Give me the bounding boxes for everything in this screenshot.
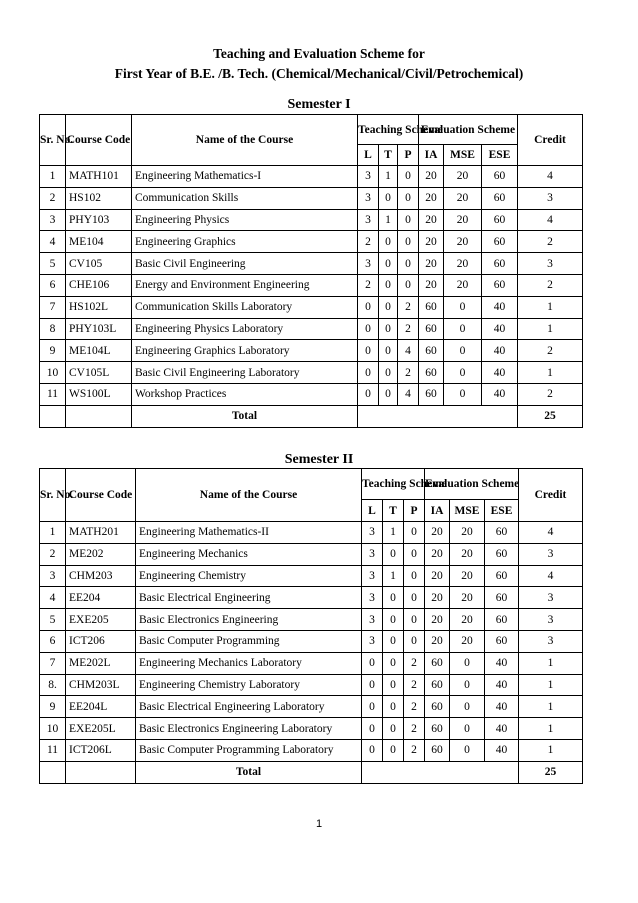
t-cell: 0 [383, 630, 404, 652]
ese-cell: 40 [482, 340, 518, 362]
l-cell: 3 [362, 609, 383, 631]
ia-cell: 60 [419, 296, 444, 318]
p-cell: 2 [398, 362, 419, 384]
course-code-cell: PHY103 [66, 209, 132, 231]
ese-cell: 40 [485, 652, 519, 674]
p-cell: 0 [398, 253, 419, 275]
sr-cell: 11 [40, 383, 66, 405]
credit-cell: 4 [519, 522, 583, 544]
t-cell: 0 [383, 674, 404, 696]
credit-cell: 3 [518, 187, 583, 209]
t-cell: 0 [379, 187, 398, 209]
l-cell: 0 [358, 296, 379, 318]
course-code-cell: HS102 [66, 187, 132, 209]
col-course-name: Name of the Course [132, 115, 358, 166]
p-cell: 0 [398, 166, 419, 188]
ia-cell: 20 [419, 209, 444, 231]
document-subtitle: First Year of B.E. /B. Tech. (Chemical/Mechanical/Civil/Petrochemical) [114, 66, 524, 81]
ese-cell: 60 [485, 587, 519, 609]
table-row [40, 674, 583, 696]
ia-cell: 20 [419, 187, 444, 209]
ia-cell: 20 [425, 609, 450, 631]
ia-cell: 20 [425, 630, 450, 652]
ia-cell: 60 [425, 674, 450, 696]
l-cell: 0 [362, 718, 383, 740]
credit-cell: 1 [519, 674, 583, 696]
l-cell: 0 [362, 696, 383, 718]
course-name-cell: Communication Skills [132, 187, 358, 209]
total-empty-sr [40, 405, 66, 427]
mse-cell: 0 [450, 674, 485, 696]
sr-cell: 7 [40, 296, 66, 318]
mse-cell: 0 [444, 383, 482, 405]
course-name-cell: Energy and Environment Engineering [132, 274, 358, 296]
ia-cell: 20 [425, 522, 450, 544]
mse-cell: 0 [450, 696, 485, 718]
credit-cell: 1 [518, 296, 583, 318]
semester-1-title: Semester I [287, 97, 351, 112]
credit-cell: 2 [518, 383, 583, 405]
credit-cell: 4 [519, 565, 583, 587]
col-p: P [404, 500, 425, 522]
mse-cell: 0 [450, 652, 485, 674]
course-name-cell: Workshop Practices [132, 383, 358, 405]
sr-cell: 2 [40, 543, 66, 565]
credit-cell: 3 [519, 587, 583, 609]
p-cell: 2 [404, 739, 425, 761]
credit-cell: 1 [518, 318, 583, 340]
ia-cell: 60 [419, 318, 444, 340]
ia-cell: 60 [419, 340, 444, 362]
p-cell: 2 [398, 318, 419, 340]
course-code-cell: WS100L [66, 383, 132, 405]
ese-cell: 40 [482, 318, 518, 340]
col-ia: IA [419, 145, 444, 166]
course-code-cell: ME104 [66, 231, 132, 253]
table-row [40, 253, 583, 275]
col-l: L [362, 500, 383, 522]
col-teaching-scheme: Teaching Scheme [362, 469, 425, 500]
table-row [40, 543, 583, 565]
l-cell: 0 [358, 340, 379, 362]
ese-cell: 40 [482, 383, 518, 405]
col-t: T [383, 500, 404, 522]
sr-cell: 6 [40, 630, 66, 652]
col-sr-no: Sr. No. [40, 469, 66, 522]
col-course-name: Name of the Course [136, 469, 362, 522]
sr-cell: 2 [40, 187, 66, 209]
course-name-cell: Engineering Mechanics [136, 543, 362, 565]
sr-cell: 8. [40, 674, 66, 696]
l-cell: 0 [358, 318, 379, 340]
t-cell: 1 [379, 166, 398, 188]
credit-cell: 4 [518, 209, 583, 231]
sr-cell: 10 [40, 718, 66, 740]
course-code-cell: CHE106 [66, 274, 132, 296]
course-name-cell: Engineering Chemistry [136, 565, 362, 587]
course-code-cell: ICT206L [66, 739, 136, 761]
col-mse: MSE [444, 145, 482, 166]
sr-cell: 4 [40, 587, 66, 609]
semester-2-table [39, 468, 583, 784]
total-empty-scheme [362, 761, 519, 783]
table-row [40, 630, 583, 652]
semester-1-table [39, 114, 583, 428]
course-code-cell: MATH101 [66, 166, 132, 188]
col-p: P [398, 145, 419, 166]
sr-cell: 1 [40, 522, 66, 544]
ese-cell: 60 [485, 543, 519, 565]
t-cell: 0 [379, 274, 398, 296]
col-sr-no: Sr. No. [40, 115, 66, 166]
table-row [40, 231, 583, 253]
ia-cell: 60 [425, 739, 450, 761]
l-cell: 0 [362, 739, 383, 761]
mse-cell: 20 [450, 609, 485, 631]
col-ese: ESE [482, 145, 518, 166]
table-row [40, 187, 583, 209]
ese-cell: 40 [485, 696, 519, 718]
course-code-cell: HS102L [66, 296, 132, 318]
semester-2-title: Semester II [284, 452, 354, 467]
t-cell: 0 [383, 543, 404, 565]
mse-cell: 20 [444, 253, 482, 275]
ia-cell: 60 [425, 652, 450, 674]
ia-cell: 20 [419, 166, 444, 188]
p-cell: 0 [404, 565, 425, 587]
sr-cell: 9 [40, 340, 66, 362]
t-cell: 1 [383, 565, 404, 587]
credit-cell: 3 [518, 253, 583, 275]
mse-cell: 20 [450, 630, 485, 652]
t-cell: 0 [379, 253, 398, 275]
mse-cell: 0 [444, 362, 482, 384]
document-title: Teaching and Evaluation Scheme for [213, 46, 425, 61]
course-name-cell: Basic Electronics Engineering Laboratory [136, 718, 362, 740]
p-cell: 0 [398, 187, 419, 209]
course-code-cell: ME104L [66, 340, 132, 362]
ia-cell: 20 [419, 253, 444, 275]
total-empty-code [66, 761, 136, 783]
ese-cell: 40 [485, 674, 519, 696]
mse-cell: 20 [444, 274, 482, 296]
sr-cell: 6 [40, 274, 66, 296]
p-cell: 4 [398, 383, 419, 405]
course-name-cell: Basic Computer Programming [136, 630, 362, 652]
ese-cell: 60 [485, 522, 519, 544]
col-t: T [379, 145, 398, 166]
course-code-cell: CHM203 [66, 565, 136, 587]
ese-cell: 60 [485, 565, 519, 587]
course-name-cell: Basic Electrical Engineering [136, 587, 362, 609]
col-ia: IA [425, 500, 450, 522]
l-cell: 2 [358, 274, 379, 296]
l-cell: 3 [362, 543, 383, 565]
l-cell: 3 [358, 187, 379, 209]
course-name-cell: Engineering Mechanics Laboratory [136, 652, 362, 674]
table-row [40, 652, 583, 674]
table-row [40, 587, 583, 609]
mse-cell: 20 [450, 543, 485, 565]
t-cell: 0 [383, 718, 404, 740]
sr-cell: 10 [40, 362, 66, 384]
t-cell: 0 [383, 652, 404, 674]
course-code-cell: EXE205 [66, 609, 136, 631]
credit-cell: 1 [519, 652, 583, 674]
course-code-cell: CV105 [66, 253, 132, 275]
col-mse: MSE [450, 500, 485, 522]
course-code-cell: EE204 [66, 587, 136, 609]
mse-cell: 20 [444, 166, 482, 188]
p-cell: 0 [398, 231, 419, 253]
course-code-cell: CHM203L [66, 674, 136, 696]
sr-cell: 4 [40, 231, 66, 253]
p-cell: 2 [404, 652, 425, 674]
t-cell: 0 [379, 362, 398, 384]
ia-cell: 60 [419, 383, 444, 405]
ia-cell: 60 [419, 362, 444, 384]
p-cell: 0 [404, 543, 425, 565]
mse-cell: 20 [444, 187, 482, 209]
course-code-cell: PHY103L [66, 318, 132, 340]
p-cell: 0 [398, 209, 419, 231]
l-cell: 0 [358, 362, 379, 384]
mse-cell: 20 [450, 522, 485, 544]
ia-cell: 60 [425, 696, 450, 718]
course-code-cell: ME202L [66, 652, 136, 674]
sr-cell: 1 [40, 166, 66, 188]
ia-cell: 20 [425, 587, 450, 609]
ese-cell: 60 [482, 209, 518, 231]
t-cell: 0 [383, 587, 404, 609]
col-l: L [358, 145, 379, 166]
course-name-cell: Engineering Graphics Laboratory [132, 340, 358, 362]
l-cell: 3 [362, 565, 383, 587]
course-name-cell: Engineering Physics Laboratory [132, 318, 358, 340]
sr-cell: 7 [40, 652, 66, 674]
table-row [40, 274, 583, 296]
p-cell: 2 [404, 696, 425, 718]
ese-cell: 40 [485, 739, 519, 761]
credit-cell: 2 [518, 231, 583, 253]
sr-cell: 3 [40, 565, 66, 587]
course-name-cell: Basic Civil Engineering [132, 253, 358, 275]
p-cell: 0 [398, 274, 419, 296]
mse-cell: 0 [450, 718, 485, 740]
ia-cell: 60 [425, 718, 450, 740]
total-label: Total [136, 761, 362, 783]
ese-cell: 60 [482, 166, 518, 188]
ese-cell: 60 [482, 274, 518, 296]
table-row [40, 296, 583, 318]
p-cell: 2 [404, 718, 425, 740]
table-row [40, 696, 583, 718]
table-row [40, 718, 583, 740]
sr-cell: 8 [40, 318, 66, 340]
t-cell: 0 [383, 609, 404, 631]
t-cell: 1 [379, 209, 398, 231]
course-code-cell: CV105L [66, 362, 132, 384]
table-row [40, 522, 583, 544]
table-row [40, 340, 583, 362]
page-number: 1 [315, 818, 323, 830]
total-row [40, 761, 583, 783]
p-cell: 2 [404, 674, 425, 696]
course-code-cell: EE204L [66, 696, 136, 718]
table-row [40, 383, 583, 405]
course-code-cell: ME202 [66, 543, 136, 565]
table-row [40, 739, 583, 761]
l-cell: 3 [362, 587, 383, 609]
p-cell: 2 [398, 296, 419, 318]
course-name-cell: Engineering Graphics [132, 231, 358, 253]
total-row [40, 405, 583, 427]
col-credit: Credit [519, 469, 583, 522]
credit-cell: 2 [518, 274, 583, 296]
table-row [40, 565, 583, 587]
mse-cell: 20 [450, 587, 485, 609]
table-row [40, 166, 583, 188]
col-credit: Credit [518, 115, 583, 166]
t-cell: 0 [379, 231, 398, 253]
mse-cell: 20 [444, 231, 482, 253]
mse-cell: 0 [444, 296, 482, 318]
credit-cell: 1 [518, 362, 583, 384]
course-code-cell: MATH201 [66, 522, 136, 544]
l-cell: 0 [362, 674, 383, 696]
ia-cell: 20 [419, 274, 444, 296]
total-credit: 25 [519, 761, 583, 783]
course-name-cell: Engineering Chemistry Laboratory [136, 674, 362, 696]
total-credit: 25 [518, 405, 583, 427]
p-cell: 0 [404, 609, 425, 631]
course-name-cell: Basic Electronics Engineering [136, 609, 362, 631]
mse-cell: 0 [450, 739, 485, 761]
l-cell: 3 [362, 630, 383, 652]
course-code-cell: ICT206 [66, 630, 136, 652]
col-course-code: Course Code [66, 469, 136, 522]
ia-cell: 20 [425, 565, 450, 587]
ese-cell: 40 [482, 296, 518, 318]
total-empty-scheme [358, 405, 518, 427]
p-cell: 0 [404, 630, 425, 652]
course-name-cell: Basic Electrical Engineering Laboratory [136, 696, 362, 718]
credit-cell: 1 [519, 718, 583, 740]
col-teaching-scheme: Teaching Scheme [358, 115, 419, 145]
ese-cell: 60 [482, 253, 518, 275]
col-evaluation-scheme: Evaluation Scheme [419, 115, 518, 145]
l-cell: 0 [358, 383, 379, 405]
ese-cell: 60 [482, 187, 518, 209]
total-empty-code [66, 405, 132, 427]
course-name-cell: Engineering Mathematics-II [136, 522, 362, 544]
t-cell: 0 [383, 739, 404, 761]
credit-cell: 3 [519, 630, 583, 652]
course-name-cell: Communication Skills Laboratory [132, 296, 358, 318]
t-cell: 1 [383, 522, 404, 544]
course-name-cell: Engineering Mathematics-I [132, 166, 358, 188]
credit-cell: 1 [519, 739, 583, 761]
table-row [40, 209, 583, 231]
mse-cell: 20 [450, 565, 485, 587]
l-cell: 3 [358, 166, 379, 188]
credit-cell: 3 [519, 543, 583, 565]
total-empty-sr [40, 761, 66, 783]
course-code-cell: EXE205L [66, 718, 136, 740]
p-cell: 4 [398, 340, 419, 362]
col-evaluation-scheme: Evaluation Scheme [425, 469, 519, 500]
ia-cell: 20 [425, 543, 450, 565]
sr-cell: 3 [40, 209, 66, 231]
t-cell: 0 [379, 318, 398, 340]
ese-cell: 40 [482, 362, 518, 384]
ia-cell: 20 [419, 231, 444, 253]
sr-cell: 5 [40, 253, 66, 275]
l-cell: 0 [362, 652, 383, 674]
credit-cell: 1 [519, 696, 583, 718]
t-cell: 0 [379, 383, 398, 405]
l-cell: 2 [358, 231, 379, 253]
table-row [40, 362, 583, 384]
table-row [40, 609, 583, 631]
ese-cell: 60 [482, 231, 518, 253]
mse-cell: 20 [444, 209, 482, 231]
credit-cell: 3 [519, 609, 583, 631]
p-cell: 0 [404, 522, 425, 544]
total-label: Total [132, 405, 358, 427]
t-cell: 0 [379, 296, 398, 318]
credit-cell: 2 [518, 340, 583, 362]
ese-cell: 40 [485, 718, 519, 740]
mse-cell: 0 [444, 340, 482, 362]
col-course-code: Course Code [66, 115, 132, 166]
t-cell: 0 [379, 340, 398, 362]
col-ese: ESE [485, 500, 519, 522]
mse-cell: 0 [444, 318, 482, 340]
p-cell: 0 [404, 587, 425, 609]
l-cell: 3 [362, 522, 383, 544]
sr-cell: 11 [40, 739, 66, 761]
l-cell: 3 [358, 209, 379, 231]
course-name-cell: Basic Civil Engineering Laboratory [132, 362, 358, 384]
sr-cell: 9 [40, 696, 66, 718]
t-cell: 0 [383, 696, 404, 718]
course-name-cell: Engineering Physics [132, 209, 358, 231]
ese-cell: 60 [485, 630, 519, 652]
ese-cell: 60 [485, 609, 519, 631]
table-row [40, 318, 583, 340]
l-cell: 3 [358, 253, 379, 275]
course-name-cell: Basic Computer Programming Laboratory [136, 739, 362, 761]
sr-cell: 5 [40, 609, 66, 631]
credit-cell: 4 [518, 166, 583, 188]
